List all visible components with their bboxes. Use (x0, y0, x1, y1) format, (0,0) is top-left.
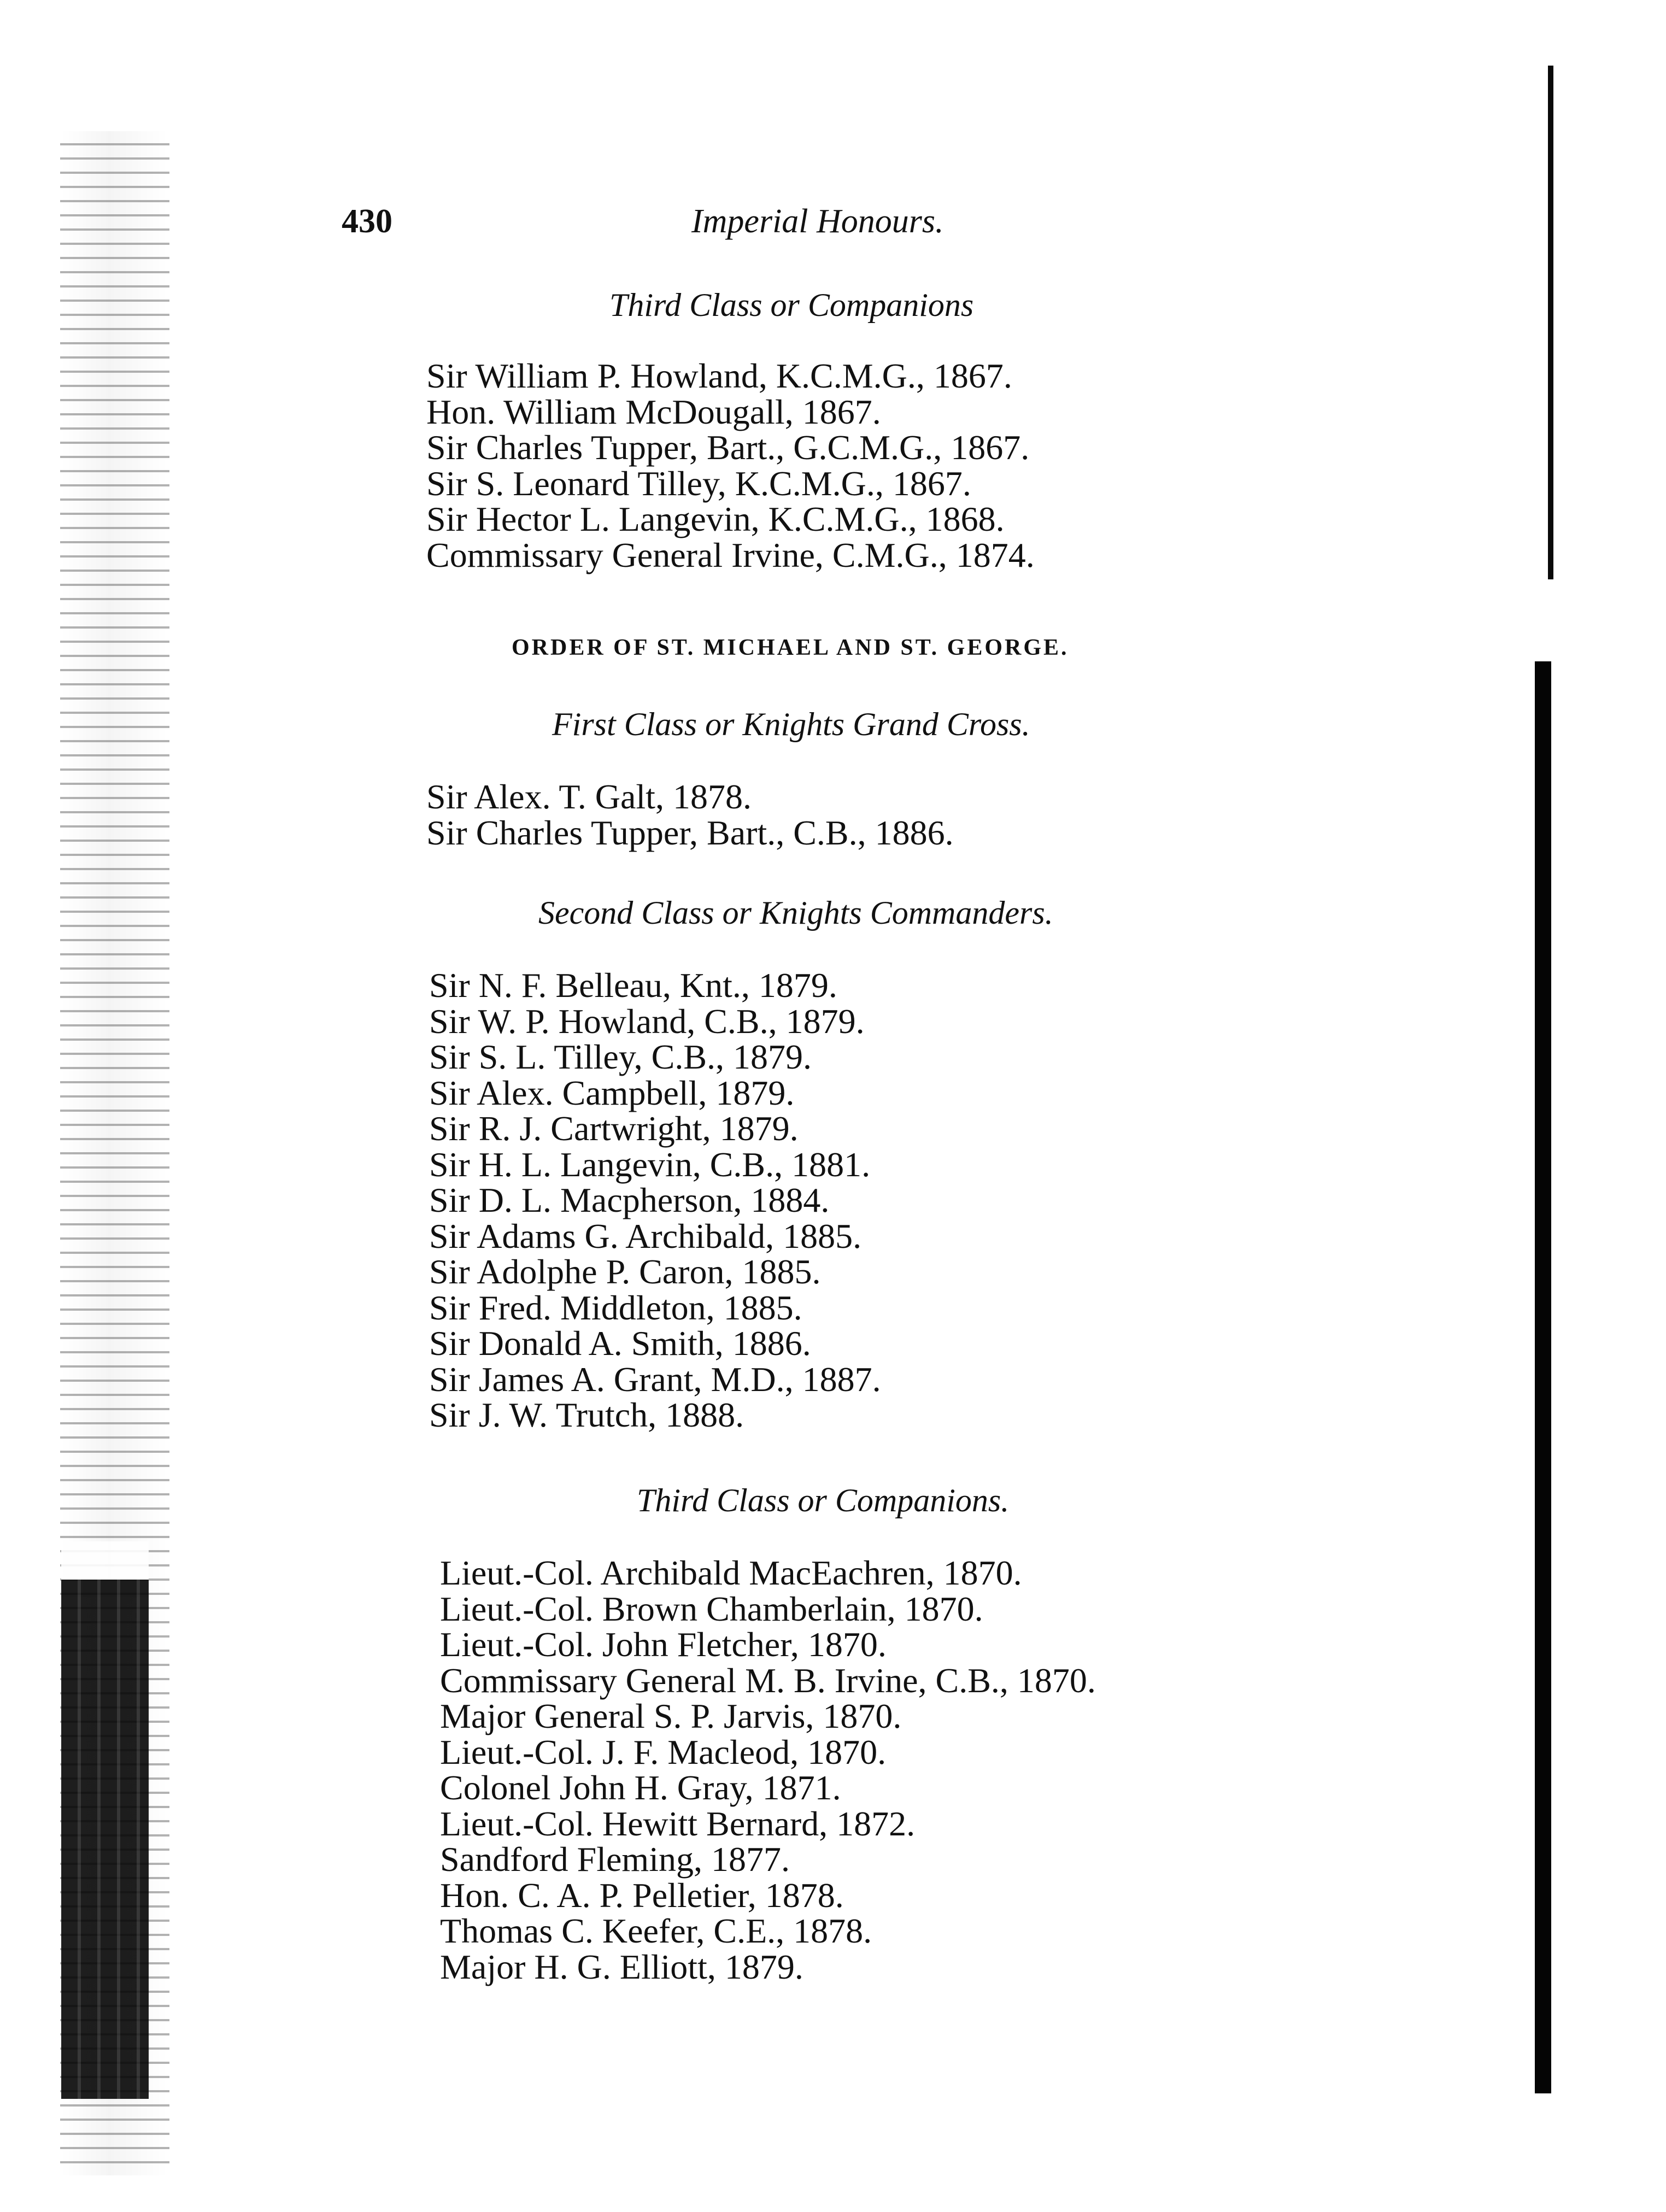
section-heading-companions-1: Third Class or Companions (609, 287, 974, 323)
section-heading-companions-2: Third Class or Companions. (637, 1482, 1010, 1518)
list-item: Sir S. Leonard Tilley, K.C.M.G., 1867. (426, 463, 971, 503)
list-item: Sir Alex. Campbell, 1879. (429, 1073, 795, 1112)
list-item: Sir Fred. Middleton, 1885. (429, 1288, 802, 1327)
order-heading: ORDER OF ST. MICHAEL AND ST. GEORGE. (512, 635, 1069, 660)
list-item: Hon. C. A. P. Pelletier, 1878. (440, 1875, 844, 1915)
list-grand-cross (426, 779, 954, 850)
list-item: Commissary General M. B. Irvine, C.B., 1870. (440, 1661, 1096, 1700)
scan-bar-right (1535, 661, 1551, 2093)
list-item: Sir W. P. Howland, C.B., 1879. (429, 1001, 865, 1041)
section-heading-grand-cross: First Class or Knights Grand Cross. (552, 706, 1030, 742)
list-item: Sir Adolphe P. Caron, 1885. (429, 1252, 821, 1291)
list-item: Sir Donald A. Smith, 1886. (429, 1324, 811, 1363)
list-item: Sir Hector L. Langevin, K.C.M.G., 1868. (426, 500, 1005, 538)
list-item: Commissary General Irvine, C.M.G., 1874. (426, 535, 1035, 574)
list-item: Lieut.-Col. Brown Chamberlain, 1870. (440, 1589, 983, 1628)
list-item: Sir James A. Grant, M.D., 1887. (429, 1359, 881, 1399)
scan-rule-right (1548, 66, 1553, 579)
list-item: Lieut.-Col. Hewitt Bernard, 1872. (440, 1804, 916, 1843)
list-item: Colonel John H. Gray, 1871. (440, 1768, 841, 1807)
list-item: Sir Alex. T. Galt, 1878. (426, 777, 752, 816)
list-companions-1 (426, 358, 1035, 573)
list-item: Sir J. W. Trutch, 1888. (429, 1395, 744, 1434)
list-item: Lieut.-Col. Archibald MacEachren, 1870. (440, 1553, 1022, 1592)
list-item: Sir H. L. Langevin, C.B., 1881. (429, 1145, 871, 1184)
list-item: Sir William P. Howland, K.C.M.G., 1867. (426, 356, 1012, 395)
list-companions-2 (440, 1555, 1096, 1985)
list-item: Sir R. J. Cartwright, 1879. (429, 1109, 799, 1148)
list-knights-commanders (429, 967, 881, 1433)
list-item: Lieut.-Col. J. F. Macleod, 1870. (440, 1732, 887, 1771)
list-item: Major H. G. Elliott, 1879. (440, 1947, 803, 1986)
list-item: Sir D. L. Macpherson, 1884. (429, 1181, 830, 1219)
list-item: Lieut.-Col. John Fletcher, 1870. (440, 1625, 887, 1664)
list-item: Hon. William McDougall, 1867. (426, 392, 881, 431)
list-item: Sir N. F. Belleau, Knt., 1879. (429, 966, 837, 1005)
section-heading-knights-commanders: Second Class or Knights Commanders. (538, 895, 1053, 931)
list-item: Sir Charles Tupper, Bart., G.C.M.G., 1867. (426, 428, 1030, 467)
page-number: 430 (342, 203, 392, 240)
list-item: Sandford Fleming, 1877. (440, 1840, 790, 1879)
list-item: Sir S. L. Tilley, C.B., 1879. (429, 1037, 812, 1076)
list-item: Major General S. P. Jarvis, 1870. (440, 1697, 902, 1735)
running-head (342, 197, 1107, 246)
list-item: Thomas C. Keefer, C.E., 1878. (440, 1911, 872, 1950)
scan-binding-shadow (61, 1541, 149, 2099)
list-item: Sir Charles Tupper, Bart., C.B., 1886. (426, 813, 954, 852)
page-title: Imperial Honours. (691, 203, 944, 240)
list-item: Sir Adams G. Archibald, 1885. (429, 1216, 862, 1255)
